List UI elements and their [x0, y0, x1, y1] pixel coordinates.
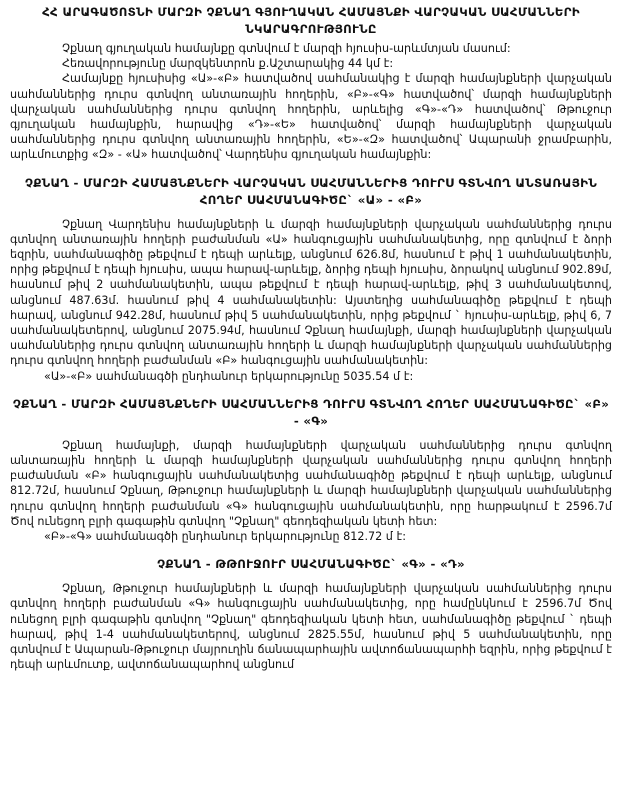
- intro-paragraph: Համայնքը հյուսիսից «Ա»-«Բ» հատվածով սահմանակից է մարզի համայնքների վարչական սահմաններից դուրս գտնվող անտառային հողերին, «Բ»-«Գ» հատվածով՝ մարզի համայնքների վարչական սահմաններից դուրս գտնվող հողերին, արևելից «Գ»-«Դ» հատվածով՝ Թթուջուր գյուղական համայնքին, հարավից «Դ»-«Ե» հատվածով՝ մարզի համայնքների վարչական սահմաններից դուրս գտնվող անտառային հողերին, «Ե»-«Զ» հատվածով՝ Ապարանի ջրամբարին, արևմուտքից «Զ» - «Ա» հատվածով՝ Վարդենիս գյուղական համայնքին:: [10, 72, 612, 162]
- section-b-g: [10, 396, 612, 544]
- section-g-d: [10, 556, 612, 672]
- section-summary: «Ա»-«Բ» սահմանագծի ընդհանուր երկարությունը 5035.54 մ է:: [44, 369, 414, 383]
- intro-location-line: Չքնաղ գյուղական համայնքը գտնվում է մարզի հյուսիս-արևմտյան մասում:: [62, 42, 511, 55]
- section-body: Չքնաղ, Թթուջուր համայնքների և մարզի համայնքների վարչական սահմաններից դուրս գտնվող հողերի բաժանման «Գ» հանգուցային սահմանակետից, որը համընկնում է 2596.7մ Ծով ունեցող բլրի գագաթին գտնվող "Չքնաղ" գեոդեզիական կետի հետ, սահմանագիծը թեքվում ` դեպի հարավ, թիվ 1-4 սահմանակետերով, անցնում 2825.55մ, հասնում թիվ 5 սահմանակետին, որը գտնվում է Ապարան-Թթուջուր մայրուղին ճանապարհային ավտոճանապարհի եզրին, որից թեքվում է դեպի արևմուտք, ավտոճանապարհով անցնում: [10, 582, 612, 672]
- document-title: ՀՀ ԱՐԱԳԱԾՈՏՆԻ ՄԱՐԶԻ ՉՔՆԱՂ ԳՅՈՒՂԱԿԱՆ ՀԱՄԱՅՆՔԻ ՎԱՐՉԱԿԱՆ ՍԱՀՄԱՆՆԵՐԻ ՆԿԱՐԱԳՐՈՒԹՅՈՒՆԸ: [42, 5, 580, 36]
- section-a-b: [10, 175, 612, 384]
- section-heading: ՉՔՆԱՂ - ՄԱՐԶԻ ՀԱՄԱՅՆՔՆԵՐԻ ՎԱՐՉԱԿԱՆ ՍԱՀՄԱՆՆԵՐԻՑ ԴՈՒՐՍ ԳՏՆՎՈՂ ԱՆՏԱՌԱՅԻՆ ՀՈՂԵՐ ՍԱՀՄԱՆԱԳԻԾԸ` «Ա» - «Բ»: [24, 175, 598, 207]
- section-summary: «Բ»-«Գ» սահմանագծի ընդհանուր երկարությունը 812.72 մ է:: [44, 530, 406, 544]
- section-heading: ՉՔՆԱՂ - ԹԹՈՒՋՈՒՐ ՍԱՀՄԱՆԱԳԻԾԸ` «Գ» - «Դ»: [157, 557, 465, 572]
- section-body: Չքնաղ համայնքի, մարզի համայնքների վարչական սահմաններից դուրս գտնվող անտառային հողերի և մարզի համայնքների վարչական սահմաններից դուրս գտնվող հողերի բաժանման «Բ» հանգուցային սահմանակետից սահմանագիծը թեքվում է դեպի արևելք, անցնում 812.72մ, հասնում Չքնաղ, Թթուջուր համայնքների և մարզի համայնքների վարչական սահմաններից դուրս գտնվող հողերի բաժանման «Գ» հանգուցային սահմանակետին, որը հարթակում է 2596.7մ Ծով ունեցող բլրի գագաթին գտնվող "Չքնաղ" գեոդեզիական կետի հետ:: [10, 438, 612, 528]
- intro-distance-line: Հեռավորությունը մարզկենտրոն ք.Աշտարակից 44 կմ է:: [62, 57, 394, 71]
- section-heading: ՉՔՆԱՂ - ՄԱՐԶԻ ՀԱՄԱՅՆՔՆԵՐԻ ՍԱՀՄԱՆՆԵՐԻՑ ԴՈՒՐՍ ԳՏՆՎՈՂ ՀՈՂԵՐ ՍԱՀՄԱՆԱԳԻԾԸ` «Բ» - «Գ»: [12, 396, 610, 428]
- section-body: Չքնաղ Վարդենիս համայնքների և մարզի համայնքների վարչական սահմաններից դուրս գտնվող անտառային հողերի բաժանման «Ա» հանգուցային սահմանակետից, որը գտնվում է ձորի եզրին, սահմանագիծը թեքվում է դեպի արևելք, անցնում 626.8մ, հասնում է թիվ 1 սահմանակետին, որից թեքվում է դեպի հյուսիս, ապա հարավ-արևելք, ձորից դեպի հյուսիս, ձորակով անցնում 902.89մ, հասնում թիվ 2 սահմանակետին, ապա թեքվում է դեպի հարավ-արևելք, թիվ 3 սահմանակետով, անցնում 487.63մ. հասնում թիվ 4 սահմանակետին: Այստեղից սահմանագիծը թեքվում է դեպի հարավ, անցնում 942.28մ, հասնում թիվ 5 սահմանակետին, որից թեքվում ` հյուսիս-արևելք, թիվ 6, 7 սահմանակետերով, անցնում 2075.94մ, հասնում Չքնաղ համայնքի, մարզի համայնքների վարչական սահմաններից դուրս գտնվող անտառային հողերի և մարզի համայնքների վարչական սահմաններից դուրս գտնվող հողերի բաժանման «Բ» հանգուցային սահմանակետին:: [10, 217, 612, 368]
